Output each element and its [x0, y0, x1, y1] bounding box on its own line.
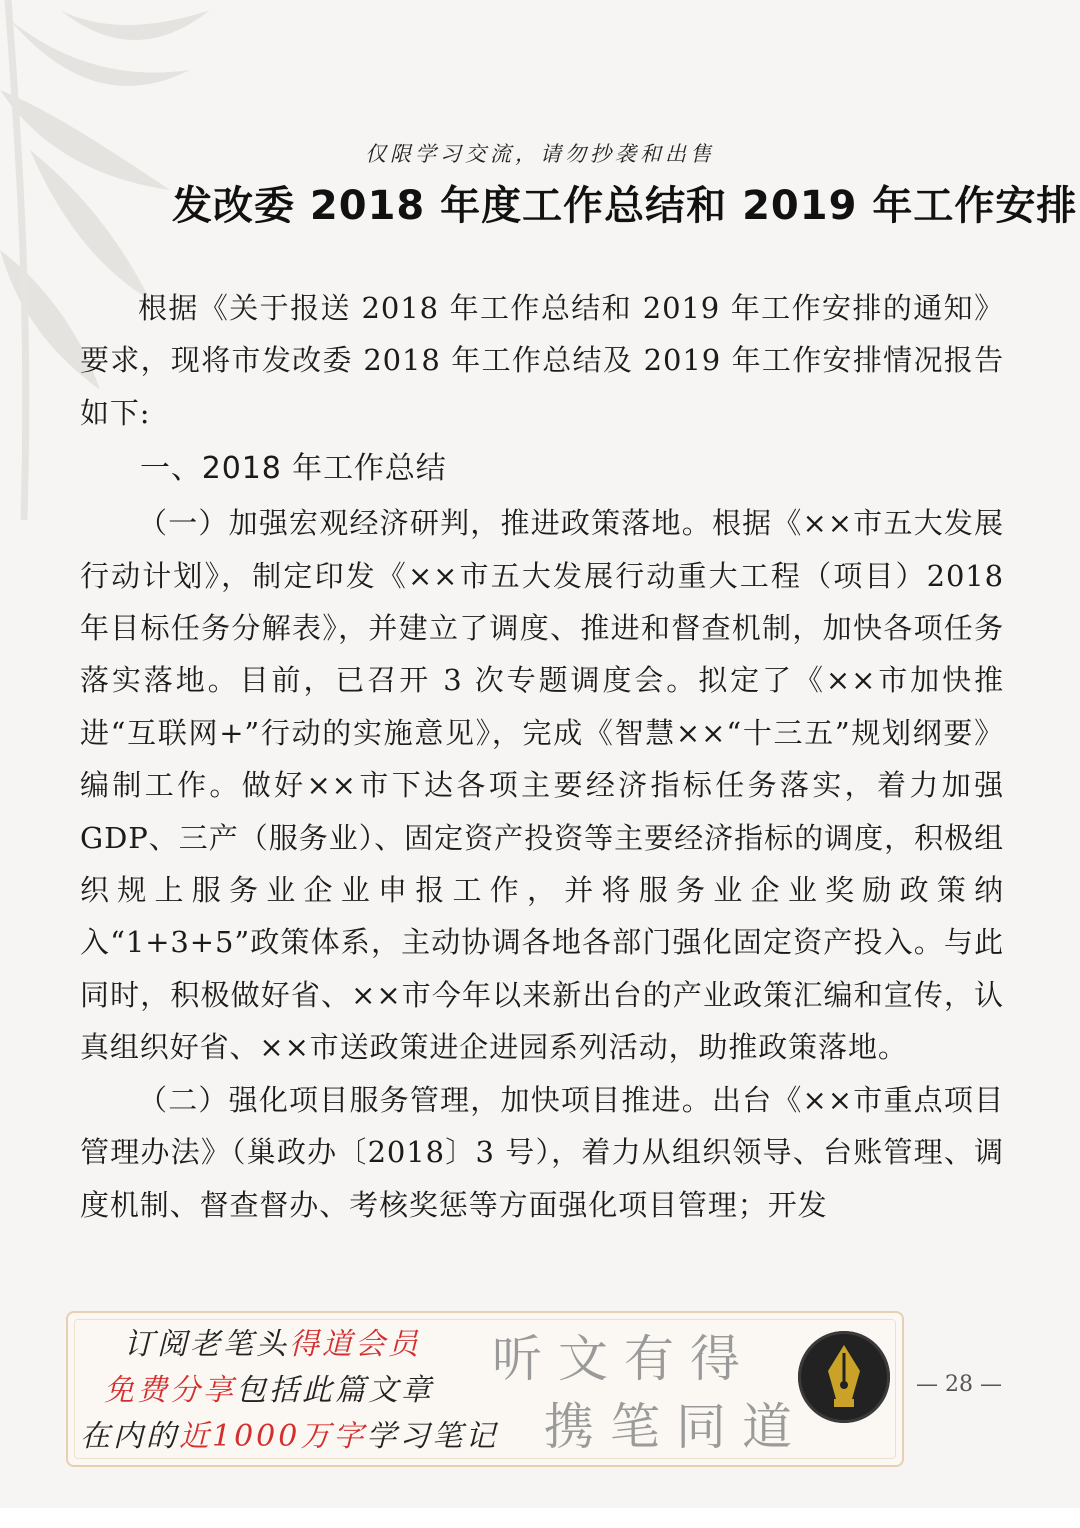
promo-highlight: 得道会员: [289, 1327, 421, 1362]
slogan-1: 听文有得: [492, 1330, 756, 1388]
copyright-note: 仅限学习交流，请勿抄袭和出售: [365, 142, 715, 166]
promo-line-3: [80, 1411, 498, 1455]
promo-text: 包括此篇文章: [236, 1373, 434, 1408]
promo-text: 学习笔记: [366, 1419, 499, 1454]
slogan-2: 携笔同道: [544, 1398, 808, 1456]
promo-line-1: [124, 1319, 421, 1363]
pen-nib-icon: [798, 1331, 890, 1423]
page-number: — 28 —: [916, 1372, 1002, 1397]
intro-paragraph: 根据《关于报送 2018 年工作总结和 2019 年工作安排的通知》要求，现将市发改委 2018 年工作总结及 2019 年工作安排情况报告如下:: [80, 291, 1004, 430]
paragraph-1: （一）加强宏观经济研判，推进政策落地。根据《××市五大发展行动计划》，制定印发《××市五大发展行动重大工程（项目）2018 年目标任务分解表》，并建立了调度、推进和督查机制，加快各项任务落实落地。目前，已召开 3 次专题调度会。拟定了《××市加快推进“互联网+”行动的实施意见》，完成《智慧××“十三五”规划纲要》编制工作。做好××市下达各项主要经济指标任务落实，着力加强 GDP、三产（服务业）、固定资产投资等主要经济指标的调度，积极组织规上服务业企业申报工作，并将服务业企业奖励政策纳入“1+3+5”政策体系，主动协调各地各部门强化固定资产投入。与此同时，积极做好省、××市今年以来新出台的产业政策汇编和宣传，认真组织好省、××市送政策进企进园系列活动，助推政策落地。: [80, 506, 1004, 1065]
promo-highlight: 近1000万字: [179, 1419, 367, 1454]
promo-highlight: 免费分享: [104, 1373, 236, 1408]
subscription-banner[interactable]: [66, 1311, 904, 1467]
paragraph-2: （二）强化项目服务管理，加快项目推进。出台《××市重点项目管理办法》（巢政办〔2018〕3 号），着力从组织领导、台账管理、调度机制、督查督办、考核奖惩等方面强化项目管理；开发: [80, 1082, 1004, 1222]
promo-line-2: [104, 1365, 434, 1409]
section-heading: 一、2018 年工作总结: [140, 451, 447, 487]
promo-text: 在内的: [80, 1419, 179, 1454]
page-bottom-edge: [0, 1508, 1080, 1528]
promo-text: 订阅老笔头: [124, 1327, 289, 1362]
document-body: [80, 282, 1004, 1231]
document-title: 发改委 2018 年度工作总结和 2019 年工作安排: [172, 183, 1078, 229]
